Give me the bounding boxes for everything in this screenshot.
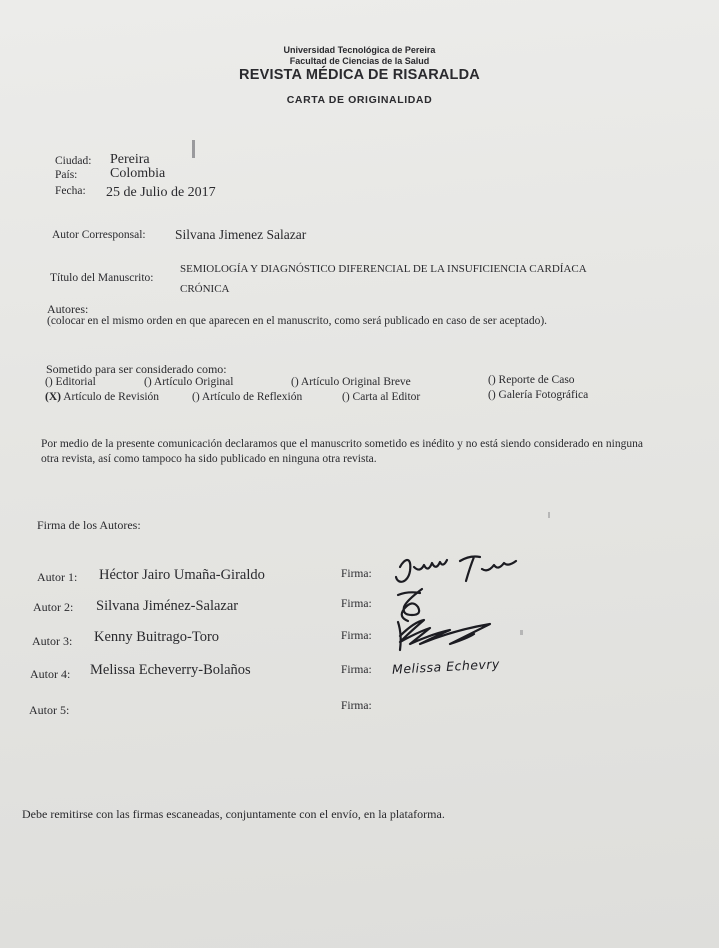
journal-title: REVISTA MÉDICA DE RISARALDA (239, 67, 480, 83)
option-mark: () (45, 376, 53, 388)
author-1-firma-label: Firma: (341, 568, 372, 580)
option-mark: () (291, 376, 299, 388)
ink-speck (520, 630, 523, 635)
author-4-label: Autor 4: (30, 667, 71, 681)
university-name: Universidad Tecnológica de Pereira (283, 45, 436, 55)
author-3-label: Autor 3: (32, 634, 73, 648)
document-title: CARTA DE ORIGINALIDAD (286, 94, 433, 106)
option-mark: () (342, 391, 350, 403)
option-articulo-original-breve (291, 376, 411, 388)
option-text: Artículo Original (153, 376, 234, 388)
footer-note: Debe remitirse con las firmas escaneadas, conjuntamente con el envío, en la plataforma. (22, 807, 445, 821)
option-galeria-fotografica (488, 389, 588, 401)
option-reporte-de-caso (488, 374, 575, 386)
ink-speck (548, 512, 550, 518)
author-2-name: Silvana Jiménez-Salazar (96, 598, 239, 614)
declaration-text: Por medio de la presente comunicación declaramos que el manuscrito sometido es inédito y no está siendo considerado en ninguna otra revista, así como tampoco ha sido publicado en ninguna otra revista. (41, 438, 643, 465)
option-text: Artículo de Revisión (63, 391, 160, 403)
city-label: Ciudad: (55, 155, 92, 167)
faculty-name: Facultad de Ciencias de la Salud (289, 56, 430, 66)
author-1-name: Héctor Jairo Umaña-Giraldo (99, 567, 265, 583)
country-value: Colombia (110, 166, 166, 181)
authors-label: Autores: (47, 302, 89, 316)
author-3-signature (388, 612, 520, 658)
author-4-firma-label: Firma: (341, 664, 372, 676)
option-text: Carta al Editor (352, 391, 421, 403)
author-3-firma-label: Firma: (341, 630, 372, 642)
author-2-firma-label: Firma: (341, 598, 372, 610)
corresponding-author-label: Autor Corresponsal: (52, 229, 146, 241)
authors-note: (colocar en el mismo orden en que aparecen en el manuscrito, como será publicado en caso de ser aceptado). (47, 315, 548, 327)
manuscript-title-line1: SEMIOLOGÍA Y DIAGNÓSTICO DIFERENCIAL DE LA INSUFICIENCIA CARDÍACA (180, 263, 587, 275)
author-3-name: Kenny Buitrago-Toro (94, 629, 220, 645)
author-1-label: Autor 1: (37, 570, 78, 584)
option-text: Galería Fotográfica (498, 389, 589, 401)
option-mark: () (144, 376, 152, 388)
country-label: País: (55, 169, 78, 181)
ink-smudge (192, 140, 195, 158)
option-articulo-original (144, 376, 233, 388)
option-mark-checked: (X) (45, 391, 61, 403)
date-value: 25 de Julio de 2017 (106, 185, 216, 200)
option-mark: () (192, 391, 200, 403)
option-text: Artículo de Reflexión (201, 391, 303, 403)
option-text: Artículo Original Breve (300, 376, 411, 388)
author-1-signature (390, 547, 520, 589)
date-label: Fecha: (55, 185, 86, 197)
option-editorial (45, 376, 96, 388)
option-articulo-de-revision (45, 391, 159, 403)
option-text: Reporte de Caso (498, 374, 575, 386)
option-mark: () (488, 374, 496, 386)
option-articulo-de-reflexion (192, 391, 302, 403)
option-carta-al-editor (342, 391, 420, 403)
signatures-heading: Firma de los Autores: (37, 518, 141, 532)
author-4-name: Melissa Echeverry-Bolaños (90, 662, 251, 678)
author-5-label: Autor 5: (29, 703, 70, 717)
author-4-signature: Melissa Echevry (391, 656, 501, 677)
corresponding-author-value: Silvana Jimenez Salazar (175, 227, 307, 242)
author-2-label: Autor 2: (33, 600, 74, 614)
option-text: Editorial (55, 376, 96, 388)
option-mark: () (488, 389, 496, 401)
submission-label: Sometido para ser considerado como: (46, 362, 227, 376)
manuscript-label: Título del Manuscrito: (50, 272, 154, 284)
manuscript-title-line2: CRÓNICA (180, 283, 230, 295)
city-value: Pereira (110, 152, 150, 167)
author-5-firma-label: Firma: (341, 700, 372, 712)
